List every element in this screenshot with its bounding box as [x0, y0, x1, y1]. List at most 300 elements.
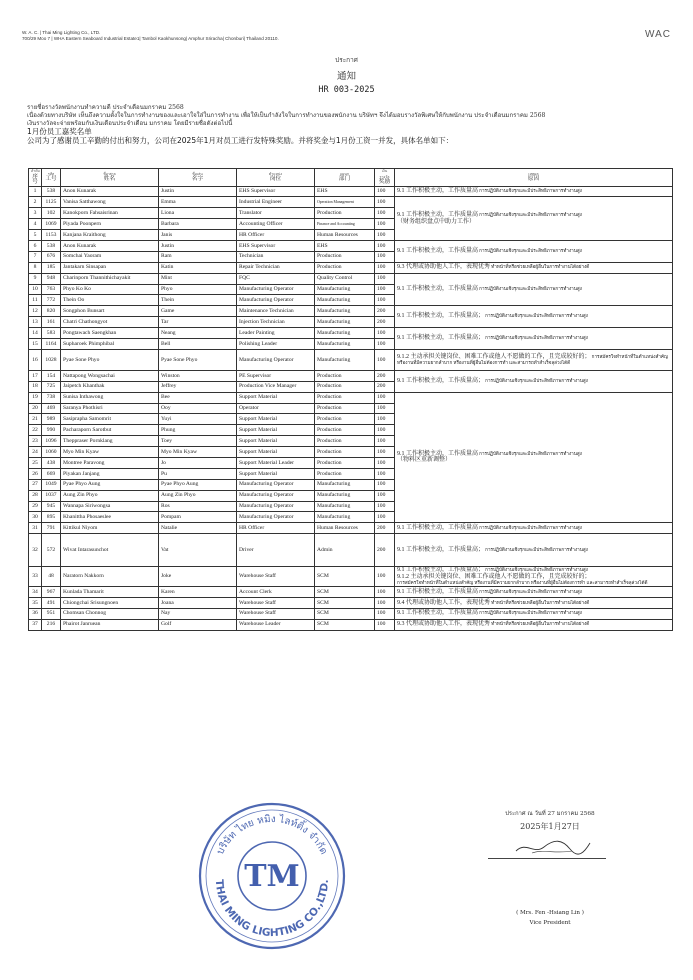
cell-id: 438: [42, 457, 61, 468]
cell-no: 4: [29, 219, 42, 230]
cell-name: Vanisa Satthawong: [61, 197, 159, 208]
table-row: [29, 370, 673, 381]
reason-chinese: 9.1 工作积极主动，工作质量高: [397, 286, 479, 293]
cell-pos: Polishing Leader: [237, 338, 315, 349]
cell-name: Jantakarn Sinsapan: [61, 262, 159, 273]
reason-thai: ทำหน้าที่หรือช่วยเหลือผู้อื่นในการทำงานได้อย่างดี: [491, 264, 590, 270]
cell-amt: 100: [375, 479, 395, 490]
company-address-line: 700/29 Moo 7 | WHA Eastern Seaboard Industrial Estate1| Tambol Kaokhunsong| Amphur Sriracha| Chonburi| Thailand 20110.: [22, 36, 279, 42]
cell-name: Sunisa Inthawong: [61, 392, 159, 403]
cell-id: 772: [42, 295, 61, 306]
company-name-line: W. A. C. | Thai Ming Lighting Co., LTD.: [22, 30, 101, 35]
cell-name: Pyae Sone Phyo: [61, 349, 159, 370]
cell-id: 185: [42, 262, 61, 273]
cell-id: 161: [42, 317, 61, 328]
cell-dept: Manufacturing: [315, 317, 375, 328]
cell-pos: PE Supervisor: [237, 370, 315, 381]
cell-amt: 100: [375, 403, 395, 414]
cell-nick: Vat: [159, 534, 237, 567]
cell-name: Saranya Phothisri: [61, 403, 159, 414]
cell-pos: Support Material: [237, 392, 315, 403]
cell-dept: Manufacturing: [315, 338, 375, 349]
cell-no: 22: [29, 425, 42, 436]
cell-dept: Production: [315, 251, 375, 262]
cell-id: 990: [42, 425, 61, 436]
cell-nick: Phung: [159, 425, 237, 436]
cell-amt: 100: [375, 197, 395, 208]
cell-reason: [395, 349, 673, 370]
cell-amt: 200: [375, 306, 395, 317]
announce-date-cn: 2025年1月27日: [520, 822, 580, 831]
cell-id: 154: [42, 370, 61, 381]
cell-nick: Phyo: [159, 284, 237, 295]
cell-no: 25: [29, 457, 42, 468]
cell-id: 945: [42, 501, 61, 512]
cell-no: 24: [29, 447, 42, 458]
cell-pos: Support Material: [237, 414, 315, 425]
cell-amt: 100: [375, 619, 395, 630]
cell-id: 763: [42, 284, 61, 295]
cell-nick: Jeffrey: [159, 381, 237, 392]
cell-pos: Support Material: [237, 468, 315, 479]
reason-chinese: 9.1 工作积极主动，工作质量高: [397, 610, 479, 617]
cell-amt: 100: [375, 392, 395, 403]
cell-amt: 100: [375, 567, 395, 587]
cell-nick: Ros: [159, 501, 237, 512]
reason-chinese: 9.1 工作积极主动，工作质量高；: [397, 377, 485, 384]
cell-nick: Game: [159, 306, 237, 317]
cell-name: Songphon Bunsart: [61, 306, 159, 317]
cell-nick: Bell: [159, 338, 237, 349]
cell-name: Somchai Yaoram: [61, 251, 159, 262]
cell-no: 20: [29, 403, 42, 414]
cell-amt: 100: [375, 512, 395, 523]
cell-name: Aung Zin Phyo: [61, 490, 159, 501]
cell-nick: Aung Zin Phyo: [159, 490, 237, 501]
cell-id: 583: [42, 328, 61, 339]
cell-amt: 200: [375, 523, 395, 534]
cell-no: 7: [29, 251, 42, 262]
table-header-row: [29, 169, 673, 187]
cell-reason: [395, 328, 673, 350]
cell-no: 14: [29, 328, 42, 339]
cell-name: Wannapa Siriwongsa: [61, 501, 159, 512]
cell-reason: [395, 262, 673, 273]
cell-dept: Manufacturing: [315, 328, 375, 339]
cell-no: 13: [29, 317, 42, 328]
award-table: [28, 168, 673, 631]
cell-id: 725: [42, 381, 61, 392]
cell-nick: Mint: [159, 273, 237, 284]
cell-name: Chiongchai Srisungnoen: [61, 597, 159, 608]
table-row: [29, 567, 673, 587]
cell-dept: Manufacturing: [315, 349, 375, 370]
table-row: [29, 587, 673, 598]
table-row: [29, 523, 673, 534]
cell-pos: Warehouse Staff: [237, 597, 315, 608]
signatory-title: Vice President: [529, 920, 571, 926]
header-id: รหัส 工号: [42, 169, 61, 187]
cell-pos: Manufacturing Operator: [237, 349, 315, 370]
cell-nick: Natalie: [159, 523, 237, 534]
cell-name: Naratorn Nakkorn: [61, 567, 159, 587]
cell-no: 31: [29, 523, 42, 534]
cell-pos: FQC: [237, 273, 315, 284]
cell-name: Pyae Phyo Aung: [61, 479, 159, 490]
table-row: [29, 597, 673, 608]
cell-dept: Human Resources: [315, 523, 375, 534]
cell-nick: Tar: [159, 317, 237, 328]
reason-thai: การสมัครใจทำหน้าที่ในตำแหน่งสำคัญ หรืองานที่มีความยากลำบาก หรืองานที่ผู้อื่นไม่ต้องการทำ และสามารถทำสำเร็จลุล่วงได้ดี: [397, 353, 668, 366]
cell-no: 5: [29, 230, 42, 241]
cell-reason: [395, 597, 673, 608]
cell-dept: Manufacturing: [315, 306, 375, 317]
cell-amt: 200: [375, 317, 395, 328]
cell-amt: 100: [375, 436, 395, 447]
reason-thai: การปฏิบัติงานเชิงรุกและมีประสิทธิภาพการทำงานสูง: [485, 546, 588, 552]
reason-thai: ทำหน้าที่หรือช่วยเหลือผู้อื่นในการทำงานได้อย่างดี: [491, 599, 590, 605]
cell-reason: [395, 619, 673, 630]
cell-no: 35: [29, 597, 42, 608]
cell-dept: Operation Management: [315, 197, 375, 208]
table-row: [29, 273, 673, 284]
cell-amt: 100: [375, 251, 395, 262]
table-row: [29, 392, 673, 403]
reason-chinese: 9.1 工作积极主动，工作质量高: [397, 248, 479, 255]
cell-dept: Production: [315, 370, 375, 381]
cell-amt: 100: [375, 447, 395, 458]
cell-id: 538: [42, 186, 61, 197]
cell-reason: [395, 523, 673, 534]
cell-no: 16: [29, 349, 42, 370]
table-row: [29, 186, 673, 197]
cell-nick: Pyae Sone Phyo: [159, 349, 237, 370]
reason-chinese: 9.4 代理或协助他人工作，表现优秀: [397, 599, 491, 606]
company-header: [22, 30, 279, 42]
cell-no: 34: [29, 587, 42, 598]
reason-chinese: 9.1 工作积极主动，工作质量高: [397, 524, 479, 531]
cell-name: Khanittha Phosaeslee: [61, 512, 159, 523]
cell-name: Anon Kunarak: [61, 240, 159, 251]
cell-nick: Karen: [159, 587, 237, 598]
cell-name: Charinporn Thannithichayakit: [61, 273, 159, 284]
intro-line-5: 公司为了感谢员工辛勤的付出和努力，公司在2025年1月对员工进行发特殊奖励。并将奖金与1月份工资一并发，具体名单如下：: [27, 136, 454, 146]
cell-no: 30: [29, 512, 42, 523]
cell-amt: 100: [375, 208, 395, 219]
cell-pos: EHS Supervisor: [237, 240, 315, 251]
cell-dept: Manufacturing: [315, 490, 375, 501]
cell-reason: [395, 534, 673, 567]
cell-nick: Joana: [159, 597, 237, 608]
cell-pos: Manufacturing Operator: [237, 512, 315, 523]
cell-name: Thein Oo: [61, 295, 159, 306]
cell-pos: Account Clerk: [237, 587, 315, 598]
cell-name: Theppraser Pornklang: [61, 436, 159, 447]
cell-id: 572: [42, 534, 61, 567]
table-row: [29, 534, 673, 567]
reason-thai: การปฏิบัติงานเชิงรุกและมีประสิทธิภาพการทำงานสูง: [485, 377, 588, 383]
cell-no: 23: [29, 436, 42, 447]
cell-id: 1028: [42, 349, 61, 370]
signature-line: [488, 858, 606, 859]
cell-nick: Katin: [159, 262, 237, 273]
cell-id: 1096: [42, 436, 61, 447]
cell-name: Piyakan Janjang: [61, 468, 159, 479]
cell-dept: Manufacturing: [315, 501, 375, 512]
cell-amt: 100: [375, 597, 395, 608]
cell-reason: [395, 587, 673, 598]
signature-block: [470, 808, 630, 832]
cell-pos: Support Material Leader: [237, 457, 315, 468]
cell-no: 37: [29, 619, 42, 630]
cell-dept: Production: [315, 403, 375, 414]
cell-id: 469: [42, 403, 61, 414]
company-seal: [196, 800, 348, 952]
reason-chinese: 9.1 工作积极主动，工作质量高；: [397, 335, 485, 342]
cell-no: 27: [29, 479, 42, 490]
cell-name: Kanokporn Fahsaisrinan: [61, 208, 159, 219]
cell-nick: Ram: [159, 251, 237, 262]
cell-dept: EHS: [315, 240, 375, 251]
cell-nick: Pu: [159, 468, 237, 479]
cell-dept: SCM: [315, 567, 375, 587]
cell-id: 1049: [42, 479, 61, 490]
cell-no: 19: [29, 392, 42, 403]
cell-reason: [395, 273, 673, 306]
table-row: [29, 306, 673, 317]
cell-amt: 100: [375, 587, 395, 598]
cell-name: Montree Paravong: [61, 457, 159, 468]
cell-dept: SCM: [315, 597, 375, 608]
cell-amt: 100: [375, 608, 395, 619]
cell-reason: [395, 567, 673, 587]
header-no: ลำดับ 序号: [29, 169, 42, 187]
cell-id: 967: [42, 587, 61, 598]
cell-dept: Admin: [315, 534, 375, 567]
cell-no: 9: [29, 273, 42, 284]
reason-chinese: 9.1.2 主动承担关键岗位、困难工作或他人不愿做的工作，且完成较好的；: [397, 353, 591, 360]
cell-id: 948: [42, 273, 61, 284]
cell-nick: Myo Min Kyaw: [159, 447, 237, 458]
cell-amt: 100: [375, 414, 395, 425]
header-nickname: ชื่อเล่น 名字: [159, 169, 237, 187]
cell-id: 102: [42, 208, 61, 219]
cell-pos: Warehouse Staff: [237, 567, 315, 587]
table-row: [29, 262, 673, 273]
cell-amt: 100: [375, 186, 395, 197]
cell-id: 48: [42, 567, 61, 587]
cell-no: 18: [29, 381, 42, 392]
reason-thai: การปฏิบัติงานเชิงรุกและมีประสิทธิภาพการทำงานสูง: [479, 212, 582, 218]
cell-amt: 200: [375, 370, 395, 381]
cell-amt: 100: [375, 240, 395, 251]
cell-pos: Manufacturing Operator: [237, 284, 315, 295]
cell-reason: [395, 240, 673, 262]
cell-pos: HR Officer: [237, 230, 315, 241]
cell-no: 2: [29, 197, 42, 208]
cell-id: 669: [42, 468, 61, 479]
cell-nick: Barbara: [159, 219, 237, 230]
cell-pos: Production Vice Manager: [237, 381, 315, 392]
header-name: ชื่อ-สกุล 姓名: [61, 169, 159, 187]
cell-reason: [395, 306, 673, 328]
cell-nick: Pompam: [159, 512, 237, 523]
cell-pos: Repair Technician: [237, 262, 315, 273]
cell-name: Wivat Intarasunchot: [61, 534, 159, 567]
intro-text: [27, 104, 677, 145]
seal-center-text: TM: [244, 859, 300, 894]
cell-id: 895: [42, 512, 61, 523]
cell-amt: 100: [375, 468, 395, 479]
header-position: ตำแหน่ง 岗位: [237, 169, 315, 187]
cell-no: 15: [29, 338, 42, 349]
cell-name: Piyada Poonpern: [61, 219, 159, 230]
reason-thai: การปฏิบัติงานเชิงรุกและมีประสิทธิภาพการทำงานสูง: [479, 450, 582, 456]
cell-name: Chatri Chathongyot: [61, 317, 159, 328]
cell-name: Chomsan Chonnog: [61, 608, 159, 619]
cell-nick: Ooy: [159, 403, 237, 414]
reason-thai: การปฏิบัติงานเชิงรุกและมีประสิทธิภาพการทำงานสูง: [479, 188, 582, 194]
cell-id: 1153: [42, 230, 61, 241]
table-row: [29, 328, 673, 339]
reason-chinese: 9.1 工作积极主动，工作质量高；: [397, 567, 485, 574]
cell-nick: Janis: [159, 230, 237, 241]
cell-no: 21: [29, 414, 42, 425]
cell-nick: Jo: [159, 457, 237, 468]
cell-pos: Accounting Officer: [237, 219, 315, 230]
cell-id: 538: [42, 240, 61, 251]
cell-id: 1125: [42, 197, 61, 208]
reason-thai: การปฏิบัติงานเชิงรุกและมีประสิทธิภาพการทำงานสูง: [479, 286, 582, 292]
cell-no: 10: [29, 284, 42, 295]
cell-pos: Warehouse Leader: [237, 619, 315, 630]
cell-dept: SCM: [315, 619, 375, 630]
table-row: [29, 240, 673, 251]
cell-nick: Joke: [159, 567, 237, 587]
reason-thai: การปฏิบัติงานเชิงรุกและมีประสิทธิภาพการทำงานสูง: [479, 610, 582, 616]
cell-nick: Emma: [159, 197, 237, 208]
cell-id: 989: [42, 414, 61, 425]
cell-reason: [395, 370, 673, 392]
cell-pos: Driver: [237, 534, 315, 567]
cell-pos: Industrial Engineer: [237, 197, 315, 208]
cell-amt: 100: [375, 425, 395, 436]
cell-amt: 100: [375, 457, 395, 468]
reason-thai: การปฏิบัติงานเชิงรุกและมีประสิทธิภาพการทำงานสูง: [485, 567, 588, 573]
cell-no: 3: [29, 208, 42, 219]
cell-dept: Production: [315, 447, 375, 458]
cell-amt: 100: [375, 219, 395, 230]
signatory-name: ( Mrs. Fen -Hsiang Lin ): [516, 910, 584, 916]
document-title: [0, 55, 693, 95]
wac-logo: WAC: [645, 29, 671, 40]
cell-pos: HR Officer: [237, 523, 315, 534]
table-row: [29, 349, 673, 370]
cell-nick: Neang: [159, 328, 237, 339]
cell-no: 1: [29, 186, 42, 197]
reason-chinese-2: 9.1.2 主动承担关键岗位、困难工作或他人不愿做的工作，且完成较好的；: [397, 573, 591, 580]
cell-amt: 100: [375, 338, 395, 349]
cell-dept: Production: [315, 414, 375, 425]
cell-no: 36: [29, 608, 42, 619]
cell-reason: [395, 392, 673, 523]
cell-no: 11: [29, 295, 42, 306]
handwritten-signature: [512, 835, 592, 859]
cell-amt: 100: [375, 490, 395, 501]
reason-thai: ทำหน้าที่หรือช่วยเหลือผู้อื่นในการทำงานได้อย่างดี: [491, 621, 590, 627]
cell-dept: SCM: [315, 608, 375, 619]
document-number: HR 003-2025: [318, 85, 375, 95]
cell-pos: Warehouse Staff: [237, 608, 315, 619]
cell-amt: 100: [375, 501, 395, 512]
cell-id: 791: [42, 523, 61, 534]
cell-nick: Winston: [159, 370, 237, 381]
cell-dept: Manufacturing: [315, 512, 375, 523]
reason-thai: การปฏิบัติงานเชิงรุกและมีประสิทธิภาพการทำงานสูง: [479, 248, 582, 254]
seal-top-text: บริษัท ไทย หมิง ไลท์ติ้ง จำกัด: [214, 813, 330, 857]
cell-name: Myo Min Kyaw: [61, 447, 159, 458]
signatory: [470, 908, 630, 928]
cell-pos: Support Material: [237, 447, 315, 458]
cell-id: 491: [42, 597, 61, 608]
cell-name: Anon Kunarak: [61, 186, 159, 197]
cell-pos: Manufacturing Operator: [237, 295, 315, 306]
cell-pos: Injection Technician: [237, 317, 315, 328]
intro-line-3: เงินรางวัลจะจ่ายพร้อมกับเงินเดือนประจำเดือน มกราคม โดยมีรายชื่อดังต่อไปนี้: [27, 119, 233, 127]
cell-nick: Nay: [159, 608, 237, 619]
intro-line-2: เนื่องด้วยทางบริษัท เห็นถึงความตั้งใจในการทำงานของและเอาใจใส่ในการทำงาน เพื่อให้เป็นกำลังใจในการทำงานของพนักงาน บริษัทฯ จึงได้มอบรางวัลพิเศษให้กับพนักงาน ประจำเดือนมกราคม 2568: [27, 111, 546, 119]
cell-id: 1164: [42, 338, 61, 349]
header-amount: เงินรางวัล 奖励: [375, 169, 395, 187]
cell-amt: 100: [375, 295, 395, 306]
cell-pos: Leader Painting: [237, 328, 315, 339]
cell-pos: Manufacturing Operator: [237, 501, 315, 512]
cell-dept: SCM: [315, 587, 375, 598]
svg-text:บริษัท ไทย หมิง ไลท์ติ้ง จำกัด: [215, 813, 329, 856]
reason-thai: การปฏิบัติงานเชิงรุกและมีประสิทธิภาพการทำงานสูง: [479, 524, 582, 530]
cell-no: 33: [29, 567, 42, 587]
cell-name: Jaipetch Khanthak: [61, 381, 159, 392]
cell-no: 32: [29, 534, 42, 567]
cell-pos: Maintenance Technician: [237, 306, 315, 317]
table-row: [29, 608, 673, 619]
table-row: [29, 619, 673, 630]
cell-no: 17: [29, 370, 42, 381]
cell-dept: Production: [315, 262, 375, 273]
cell-name: Nattapong Wongsachai: [61, 370, 159, 381]
cell-name: Kittikul Niyom: [61, 523, 159, 534]
table-body: [29, 186, 673, 630]
cell-pos: Operator: [237, 403, 315, 414]
cell-pos: EHS Supervisor: [237, 186, 315, 197]
reason-note: （物料区重新调整）: [397, 457, 452, 464]
title-chinese: 通知: [336, 71, 356, 82]
cell-id: 951: [42, 608, 61, 619]
cell-id: 738: [42, 392, 61, 403]
cell-dept: Manufacturing: [315, 284, 375, 295]
cell-nick: Justin: [159, 186, 237, 197]
cell-dept: Production: [315, 392, 375, 403]
reason-chinese: 9.3 代理或协助他人工作，表现优秀: [397, 621, 491, 628]
reason-note: （财务组织盘点中助力工作）: [397, 218, 476, 225]
cell-id: 1060: [42, 447, 61, 458]
cell-reason: [395, 186, 673, 197]
reason-chinese: 9.3 代理或协助他人工作，表现优秀: [397, 264, 491, 271]
cell-no: 28: [29, 490, 42, 501]
cell-pos: Support Material: [237, 436, 315, 447]
cell-name: Phairot Janruean: [61, 619, 159, 630]
cell-id: 1069: [42, 219, 61, 230]
